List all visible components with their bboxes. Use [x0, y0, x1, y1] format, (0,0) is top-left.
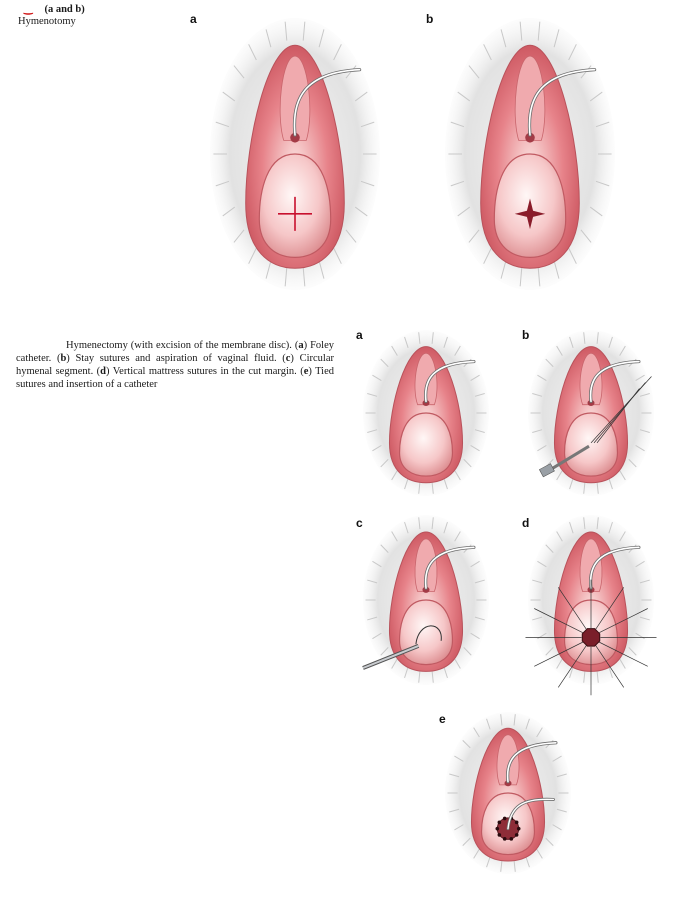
figure1-panel-b-illustration [445, 18, 615, 290]
figure2-panel-e-label: e [439, 712, 446, 726]
figure2-panel-b-label: b [522, 328, 530, 342]
figure1-caption [18, 4, 85, 28]
figure2-caption-text [16, 340, 334, 390]
figure2-panel-b-illustration [528, 330, 654, 496]
red-mark-icon: ‿ [24, 4, 33, 15]
figure1-caption-prefix: (a and b) [44, 4, 85, 15]
caption-fragment: ) Circular hymenal segment. ( [16, 353, 334, 377]
figure1-panel-b-label: b [426, 12, 434, 26]
caption-fragment: ) Tied sutures and insertion of a catheter [16, 366, 334, 390]
caption-panel-ref: b [60, 353, 67, 364]
caption-fragment: ) Vertical mattress sutures in the cut margin. ( [106, 366, 304, 377]
figure1-panel-a-illustration [210, 18, 380, 290]
caption-fragment: ) Stay sutures and aspiration of vaginal fluid. ( [66, 353, 286, 364]
figure1-caption-title: Hymenotomy [18, 16, 76, 27]
figure2-panel-a-label: a [356, 328, 363, 342]
figure1-panel-a-label: a [190, 12, 197, 26]
caption-panel-ref: e [303, 366, 309, 377]
caption-fragment: Hymenectomy (with excision of the membrane disc). ( [66, 340, 299, 351]
caption-panel-ref: c [285, 353, 291, 364]
caption-fragment: ) Foley catheter. ( [16, 340, 334, 364]
figure2-panel-c-illustration [363, 515, 489, 685]
figure2-caption [16, 339, 334, 391]
caption-panel-ref: a [298, 340, 304, 351]
figure2-panel-d-illustration [528, 515, 654, 685]
figure2-panel-c-label: c [356, 516, 363, 530]
caption-panel-ref: d [100, 366, 106, 377]
figure2-panel-d-label: d [522, 516, 530, 530]
figure2-panel-e-illustration [445, 712, 571, 874]
figure2-panel-a-illustration [363, 330, 489, 496]
